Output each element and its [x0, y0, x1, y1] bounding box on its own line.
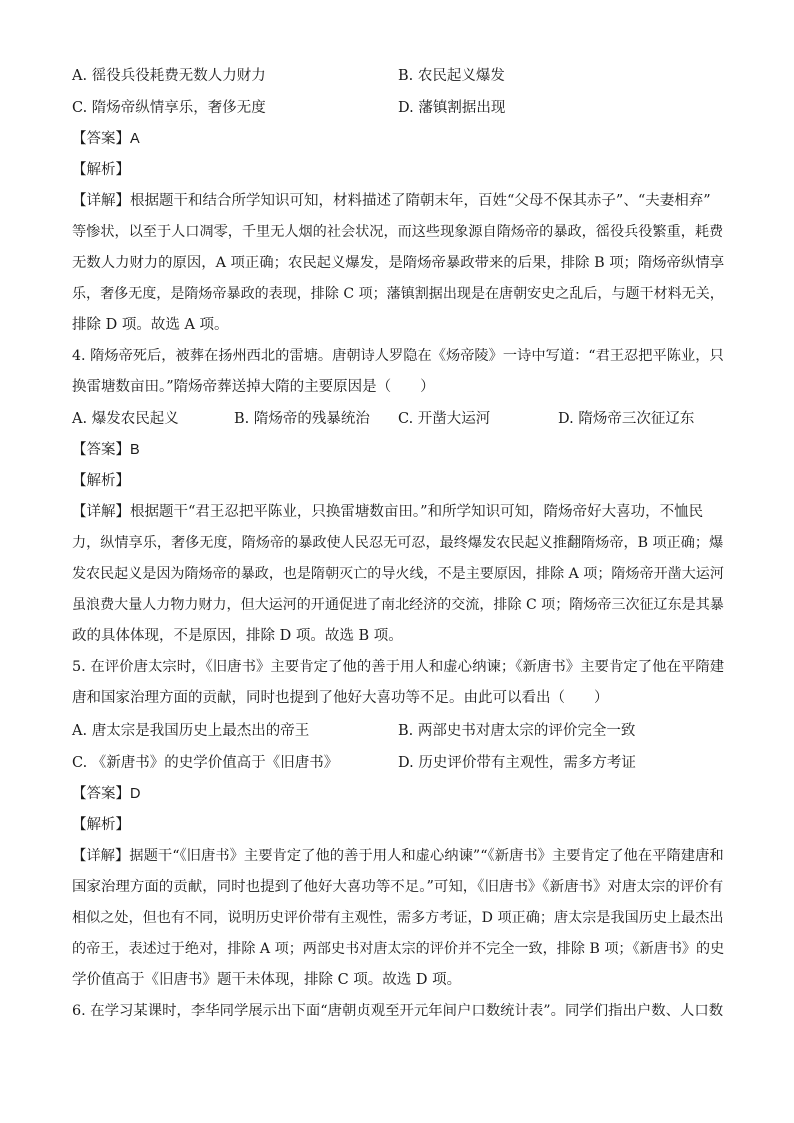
q5-option-d: D. 历史评价带有主观性，需多方考证 — [398, 755, 636, 771]
q4-option-c: C. 开凿大运河 — [398, 411, 491, 427]
q3-detail-line: 【详解】根据题干和结合所学知识可知，材料描述了隋朝末年，百姓“父母不保其赤子”、“夫妻相弃” — [72, 193, 711, 209]
q3-answer: 【答案】A — [72, 131, 140, 147]
q3-detail-line: 等惨状，以至于人口凋零，千里无人烟的社会状况，而这些现象源自隋炀帝的暴政，徭役兵役繁重，耗费 — [72, 224, 724, 240]
q5-detail-line: 相似之处，但也有不同，说明历史评价带有主观性，需多方考证，D 项正确；唐太宗是我国历史上最杰出 — [72, 910, 724, 926]
q5-option-b: B. 两部史书对唐太宗的评价完全一致 — [398, 723, 636, 739]
q4-stem-line: 4. 隋炀帝死后，被葬在扬州西北的雷塘。唐朝诗人罗隐在《炀帝陵》一诗中写道：“君王忍把平陈业，只 — [72, 348, 724, 364]
q3-detail-line: 乐，奢侈无度，是隋炀帝暴政的表现，排除 C 项；藩镇割据出现是在唐朝安史之乱后，与题干材料无关， — [72, 286, 724, 302]
q4-detail-line: 【详解】根据题干“君王忍把平陈业，只换雷塘数亩田。”和所学知识可知，隋炀帝好大喜功，不恤民 — [72, 504, 704, 520]
q3-option-c: C. 隋炀帝纵情享乐，奢侈无度 — [72, 100, 266, 116]
q3-option-d: D. 藩镇割据出现 — [398, 100, 506, 116]
q4-analysis-label: 【解析】 — [72, 473, 130, 489]
q3-analysis-label: 【解析】 — [72, 162, 130, 178]
q5-option-a: A. 唐太宗是我国历史上最杰出的帝王 — [72, 723, 310, 739]
q5-detail-line: 【详解】据题干“《旧唐书》主要肯定了他的善于用人和虚心纳谏”“《新唐书》主要肯定了他在平隋建唐和 — [72, 848, 724, 864]
q6-stem-line: 6. 在学习某课时，李华同学展示出下面“唐朝贞观至开元年间户口数统计表”。同学们指出户数、人口数 — [72, 1003, 724, 1019]
q3-detail-line: 无数人力财力的原因，A 项正确；农民起义爆发，是隋炀帝暴政带来的后果，排除 B 项；隋炀帝纵情享 — [72, 255, 725, 271]
q5-stem-line: 唐和国家治理方面的贡献，同时也提到了他好大喜功等不足。由此可以看出（ ） — [72, 690, 609, 706]
q5-detail-line: 国家治理方面的贡献，同时也提到了他好大喜功等不足。”可知，《旧唐书》《新唐书》对唐太宗的评价有 — [72, 879, 724, 895]
q4-option-d: D. 隋炀帝三次征辽东 — [558, 411, 695, 427]
q4-option-b: B. 隋炀帝的残暴统治 — [234, 411, 370, 427]
q4-detail-line: 政的具体体现，不是原因，排除 D 项。故选 B 项。 — [72, 628, 403, 644]
q3-detail-line: 排除 D 项。故选 A 项。 — [72, 317, 229, 333]
q4-detail-line: 力，纵情享乐，奢侈无度，隋炀帝的暴政使人民忍无可忍，最终爆发农民起义推翻隋炀帝，B 项正确；爆 — [72, 535, 724, 551]
q4-option-a: A. 爆发农民起义 — [72, 411, 179, 427]
q4-stem-line: 换雷塘数亩田。”隋炀帝葬送掉大隋的主要原因是（ ） — [72, 379, 435, 395]
q5-option-c: C. 《新唐书》的史学价值高于《旧唐书》 — [72, 755, 339, 771]
q4-answer: 【答案】B — [72, 442, 140, 458]
q4-detail-line: 发农民起义是因为隋炀帝的暴政，也是隋朝灭亡的导火线，不是主要原因，排除 A 项；隋炀帝开凿大运河 — [72, 566, 724, 582]
q5-stem-line: 5. 在评价唐太宗时，《旧唐书》主要肯定了他的善于用人和虚心纳谏；《新唐书》主要肯定了他在平隋建 — [72, 659, 725, 675]
q3-option-a: A. 徭役兵役耗费无数人力财力 — [72, 68, 266, 84]
q5-answer: 【答案】D — [72, 786, 141, 802]
q3-option-b: B. 农民起义爆发 — [398, 68, 505, 84]
q5-detail-line: 学价值高于《旧唐书》题干未体现，排除 C 项。故选 D 项。 — [72, 972, 462, 988]
q5-analysis-label: 【解析】 — [72, 817, 130, 833]
q4-detail-line: 虽浪费大量人力物力财力，但大运河的开通促进了南北经济的交流，排除 C 项；隋炀帝三次征辽东是其暴 — [72, 597, 724, 613]
q5-detail-line: 的帝王，表述过于绝对，排除 A 项；两部史书对唐太宗的评价并不完全一致，排除 B 项；《新唐书》的史 — [72, 941, 725, 957]
